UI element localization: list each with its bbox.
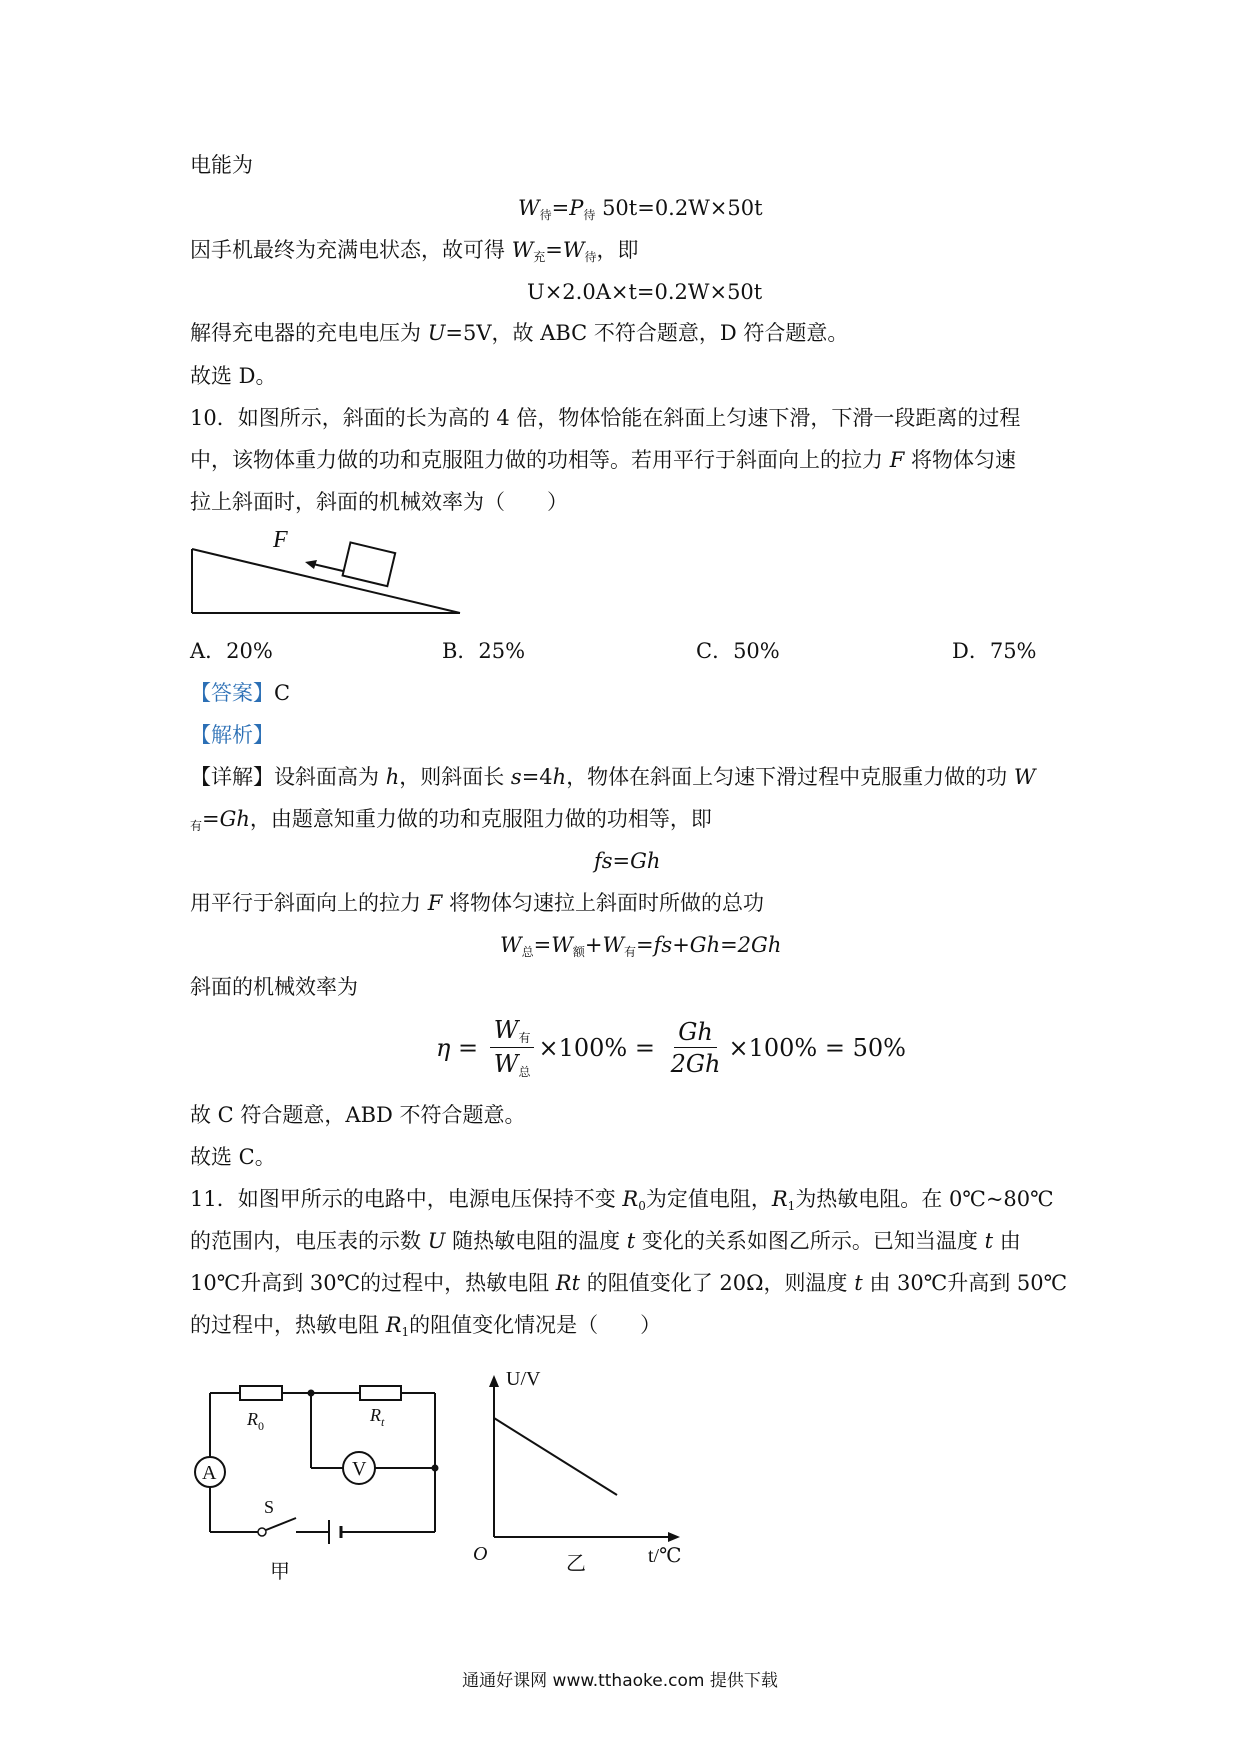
text-line: 用平行于斜面向上的拉力 F 将物体匀速拉上斜面时所做的总功 [190,891,764,915]
option-a: A．20% [190,639,273,663]
junction-dot [432,1465,439,1472]
equation-efficiency: η = $\frac{W_有}{W_总}$ ×100% = $\frac{Gh}{2Gh}$ ×100% = 50% [436,1016,906,1079]
circuit-diagram [180,1370,440,1590]
text-line: 电能为 [190,153,253,177]
question-11-line: 10℃升高到 30℃的过程中，热敏电阻 Rt 的阻值变化了 20Ω，则温度 t 由 30℃升高到 50℃ [190,1271,1068,1295]
resistor-rt [360,1386,401,1400]
option-c: C．50% [696,639,780,663]
text-line: 解得充电器的充电电压为 U=5V，故 ABC 不符合题意，D 符合题意。 [190,321,849,345]
incline-figure [185,525,475,620]
y-axis-label: U/V [506,1368,541,1390]
voltage-temperature-graph [470,1365,690,1590]
x-axis-arrowhead [668,1532,680,1542]
incline-slope [192,549,460,613]
junction-dot [308,1390,315,1397]
question-10-line: 拉上斜面时，斜面的机械效率为（ ） [190,490,568,514]
u-t-line [494,1418,617,1495]
option-b: B．25% [442,639,526,663]
rt-label: $R_t$ [370,1405,385,1429]
fraction-2: $\frac{Gh}{2Gh}$ [670,1018,721,1078]
equation-fs: fs=Gh [594,849,661,873]
r0-label: $R_0$ [247,1409,264,1433]
detail-line: $_有$=Gh，由题意知重力做的功和克服阻力做的功相等，即 [190,807,712,833]
circuit-caption: 甲 [270,1561,290,1583]
detail-line: 【详解】设斜面高为 h，则斜面长 s=4h，物体在斜面上匀速下滑过程中克服重力做的功 W [190,765,1036,789]
circuit-wires [210,1393,435,1532]
analysis-tag: 【解析】 [190,723,274,747]
graph-caption: 乙 [566,1553,586,1575]
option-d: D．75% [952,639,1037,663]
block [343,542,396,586]
question-10-line: 中，该物体重力做的功和克服阻力做的功相等。若用平行于斜面向上的拉力 F 将物体匀速 [190,448,1016,472]
resistor-r0 [240,1386,282,1400]
text-line: 故 C 符合题意，ABD 不符合题意。 [190,1103,526,1127]
text-line: 斜面的机械效率为 [190,975,358,999]
equation-charge: U×2.0A×t=0.2W×50t [527,280,763,304]
question-11-line: 11．如图甲所示的电路中，电源电压保持不变 $R_0$为定值电阻，$R_1$为热敏电阻。在 0℃~80℃ [190,1187,1054,1213]
question-11-line: 的范围内，电压表的示数 U 随热敏电阻的温度 t 变化的关系如图乙所示。已知当温度 t 由 [190,1229,1021,1253]
origin-label: O [473,1543,488,1565]
text-line: 因手机最终为充满电状态，故可得 $W_充=W_待$，即 [190,238,639,264]
answer-value: C [274,681,291,705]
answer-line [190,678,290,708]
fraction-1: $\frac{W_有}{W_总}$ [490,1016,535,1080]
text-line: 故选 C。 [190,1145,276,1169]
equation-total-work: $W_总=W_额+W_有=fs+Gh=2Gh$ [500,933,782,959]
ammeter-label: A [202,1462,217,1484]
force-arrow [313,564,343,571]
text-line: 故选 D。 [190,364,277,388]
switch-label: S [264,1497,275,1517]
question-10-line: 10．如图所示，斜面的长为高的 4 倍，物体恰能在斜面上匀速下滑，下滑一段距离的过程 [190,406,1021,430]
switch-pivot [258,1528,266,1536]
equation-standby-energy: $W_待=P_待$ 50t=0.2W×50t [518,196,763,222]
force-arrowhead [305,560,317,569]
question-11-line: 的过程中，热敏电阻 $R_1$的阻值变化情况是（ ） [190,1313,662,1339]
force-label: F [273,527,288,553]
voltmeter-label: V [352,1458,367,1480]
answer-tag: 【答案】 [190,681,274,705]
footer: 通通好课网 www.tthaoke.com 提供下载 [462,1671,778,1691]
x-axis-label: t/℃ [648,1545,682,1567]
y-axis-arrowhead [489,1375,499,1387]
